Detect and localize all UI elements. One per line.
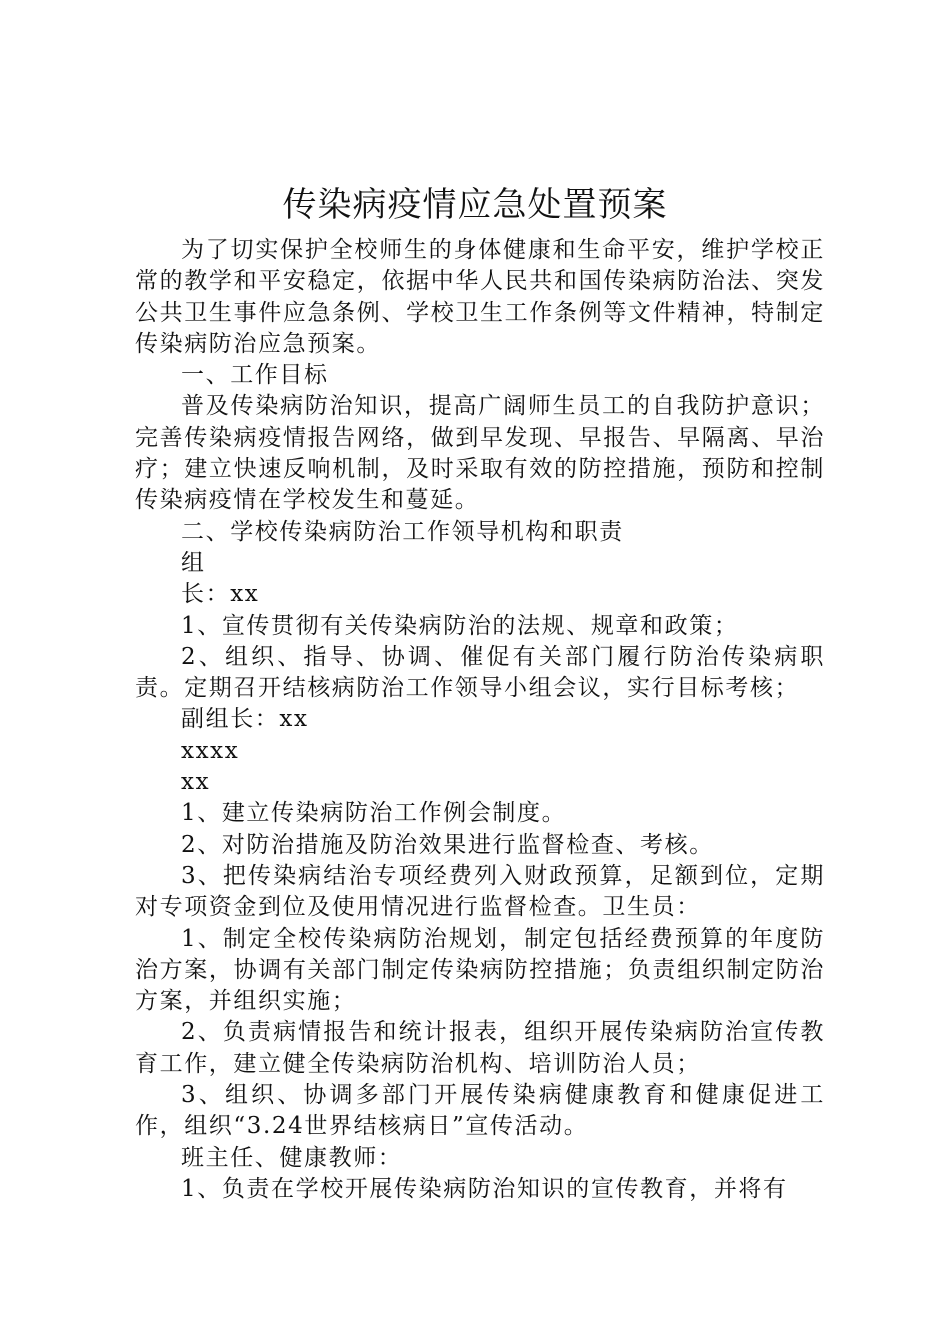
paragraph: 1、宣传贯彻有关传染病防治的法规、规章和政策； bbox=[181, 612, 739, 639]
paragraph: 2、组织、指导、协调、催促有关部门履行防治传染病职责。定期召开结核病防治工作领导小组会议，实行目标考核； bbox=[135, 643, 825, 702]
section-heading: 一、工作目标 bbox=[181, 362, 329, 389]
document-body bbox=[135, 235, 825, 1205]
paragraph: 1、制定全校传染病防治规划，制定包括经费预算的年度防治方案，协调有关部门制定传染病防控措施；负责组织制定防治方案，并组织实施； bbox=[135, 925, 825, 1015]
paragraph: 副组长：xx bbox=[181, 706, 309, 733]
section-heading: 二、学校传染病防治工作领导机构和职责 bbox=[181, 518, 624, 545]
paragraph: 普及传染病防治知识，提高广阔师生员工的自我防护意识；完善传染病疫情报告网络，做到早发现、早报告、早隔离、早治疗；建立快速反响机制，及时采取有效的防控措施，预防和控制传染病疫情在学校发生和蔓延。 bbox=[135, 393, 825, 514]
paragraph: xx bbox=[181, 769, 211, 796]
paragraph: 班主任、健康教师： bbox=[181, 1144, 403, 1171]
paragraph: 组 bbox=[181, 549, 206, 576]
paragraph: 2、对防治措施及防治效果进行监督检查、考核。 bbox=[181, 831, 714, 858]
paragraph: 1、负责在学校开展传染病防治知识的宣传教育，并将有 bbox=[181, 1175, 788, 1202]
intro-paragraph: 为了切实保护全校师生的身体健康和生命平安，维护学校正常的教学和平安稳定，依据中华人民共和国传染病防治法、突发公共卫生事件应急条例、学校卫生工作条例等文件精神，特制定传染病防治应急预案。 bbox=[135, 237, 825, 357]
paragraph: 长：xx bbox=[181, 581, 260, 608]
paragraph: 2、负责病情报告和统计报表，组织开展传染病防治宣传教育工作，建立健全传染病防治机构、培训防治人员； bbox=[135, 1019, 825, 1077]
paragraph: 3、组织、协调多部门开展传染病健康教育和健康促进工作，组织“3.24世界结核病日”宣传活动。 bbox=[135, 1082, 825, 1140]
paragraph: 1、建立传染病防治工作例会制度。 bbox=[181, 800, 567, 827]
paragraph: 3、把传染病结治专项经费列入财政预算，足额到位，定期对专项资金到位及使用情况进行监督检查。卫生员： bbox=[135, 862, 825, 921]
paragraph: xxxx bbox=[181, 737, 240, 764]
document-title: 传染病疫情应急处置预案 bbox=[282, 185, 668, 225]
